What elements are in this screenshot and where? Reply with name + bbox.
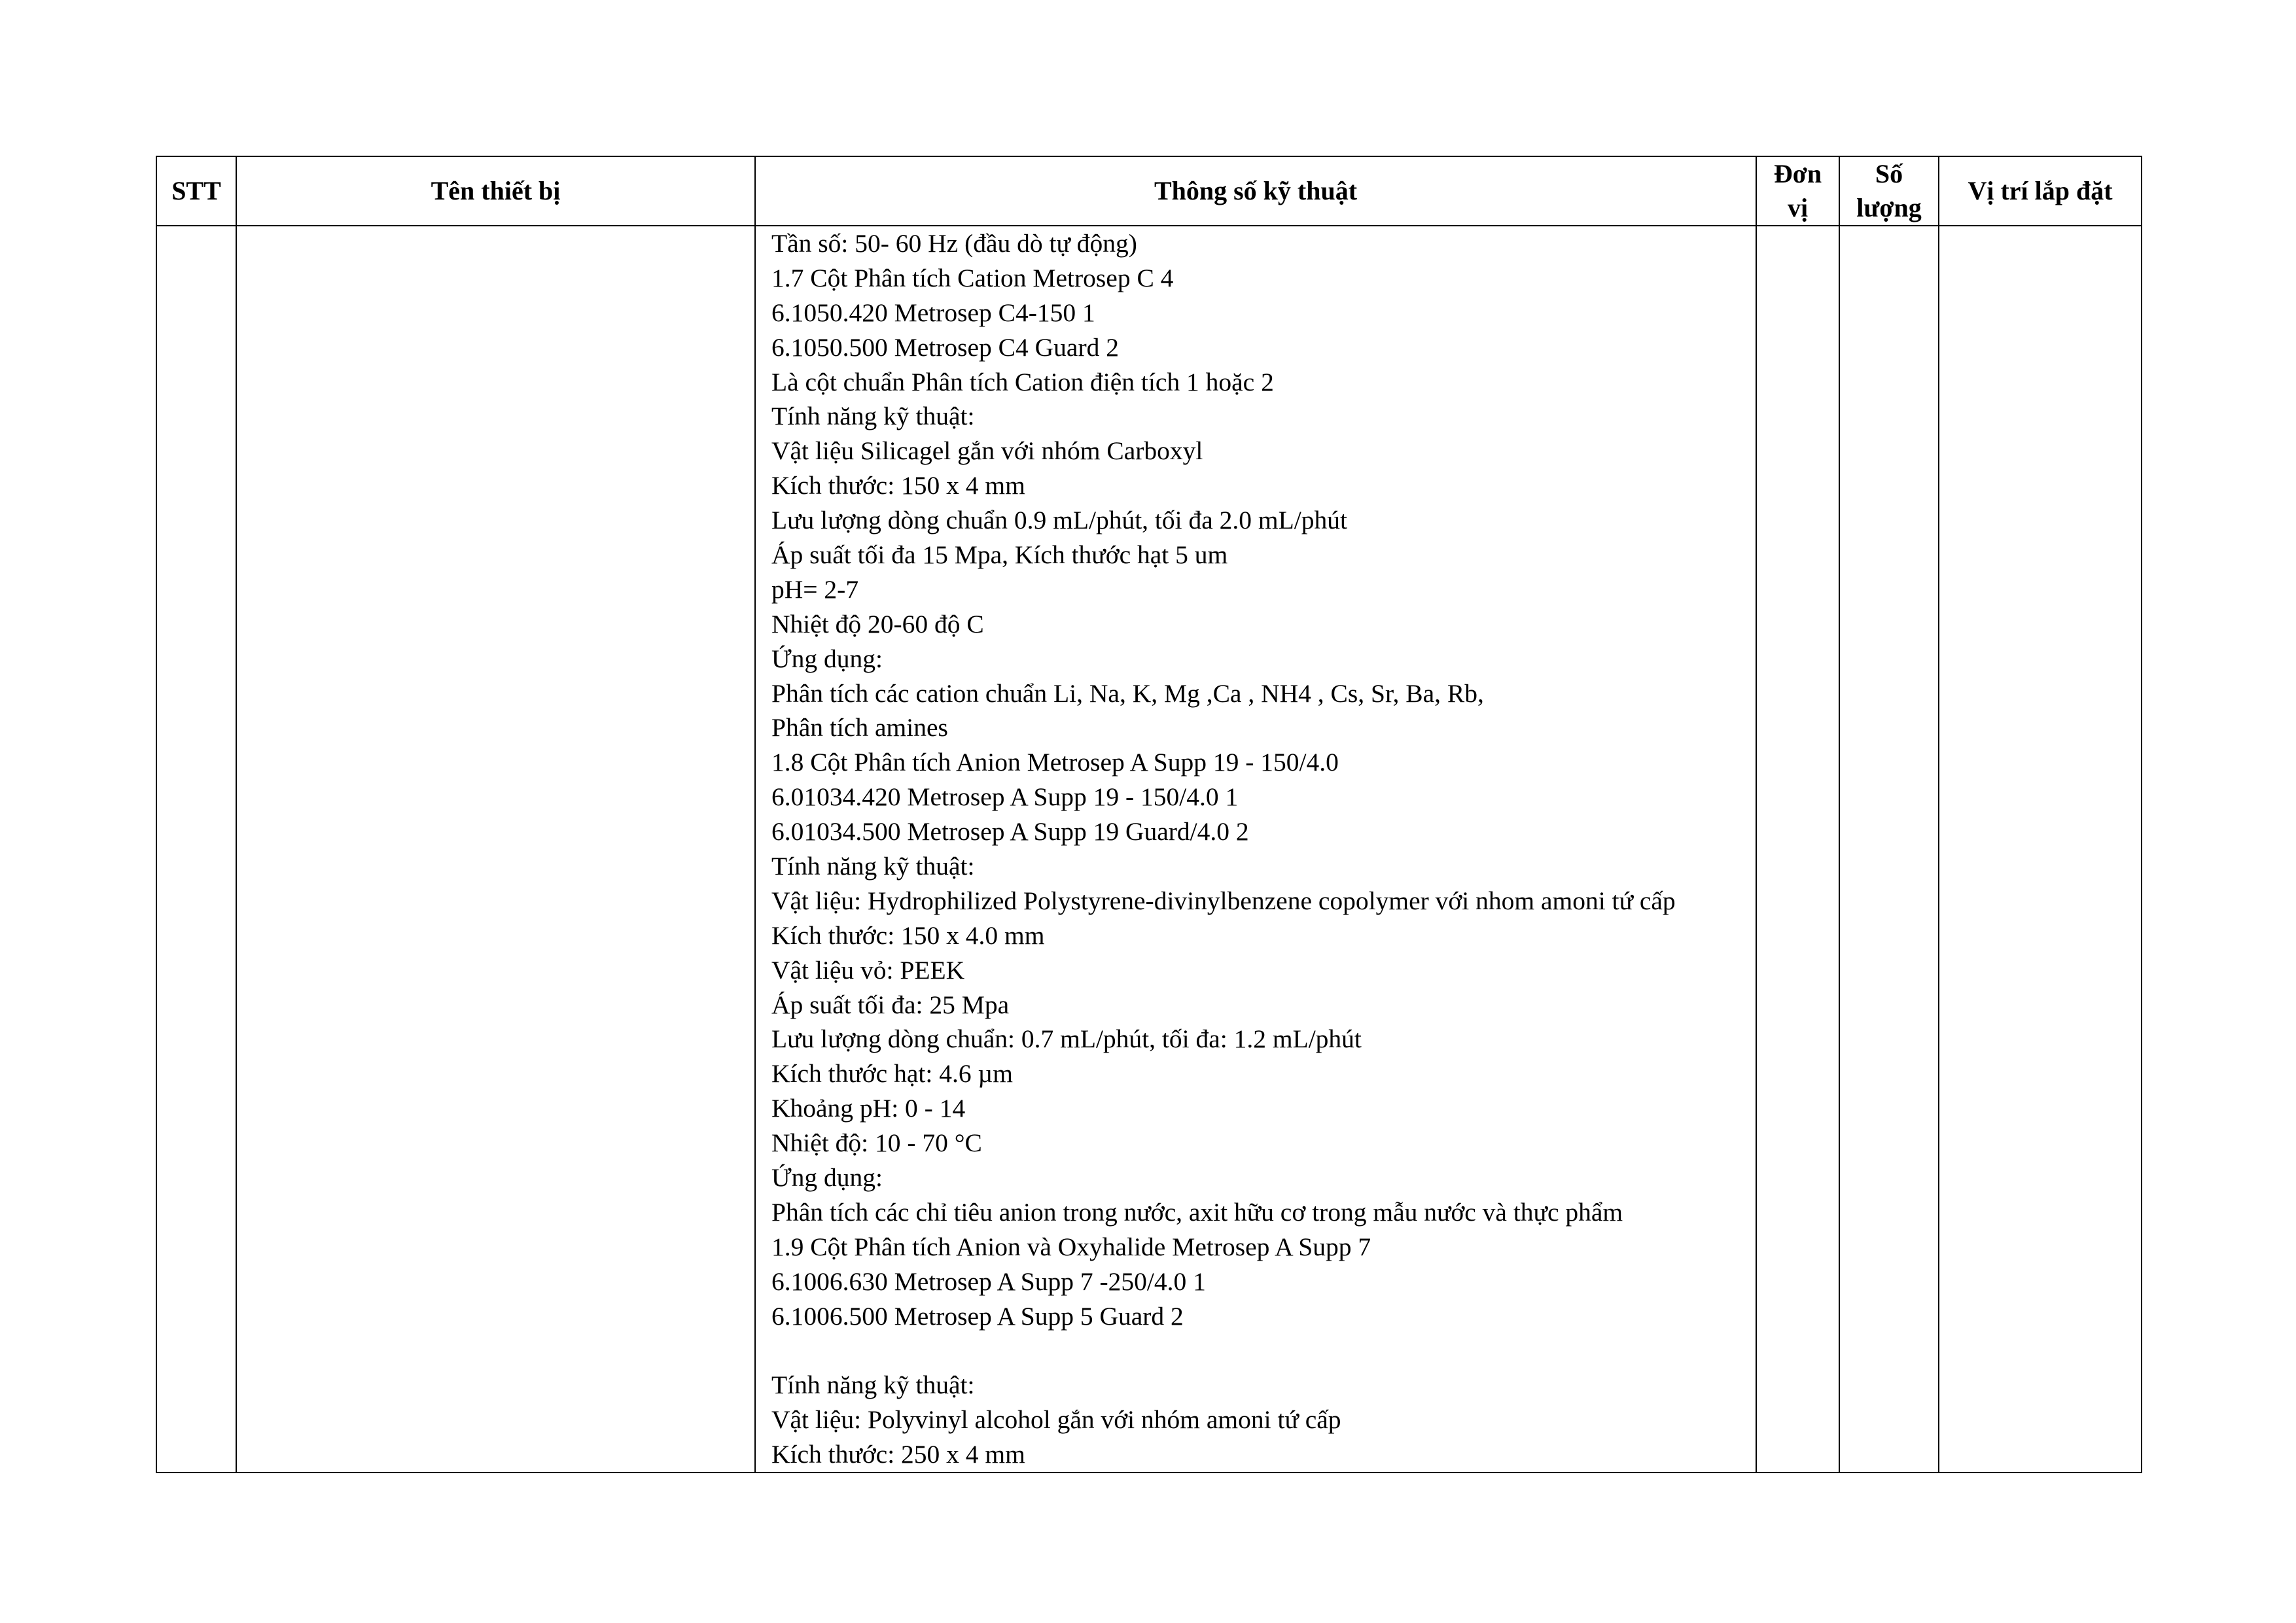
spec-line: Phân tích các chỉ tiêu anion trong nước, axit hữu cơ trong mẫu nước và thực phẩm [771,1197,1623,1227]
table-header-row [156,156,2142,226]
spec-line: 1.8 Cột Phân tích Anion Metrosep A Supp 19 - 150/4.0 [771,748,1339,777]
cell-quantity [1839,226,1939,1473]
spec-line: Là cột chuẩn Phân tích Cation điện tích 1 hoặc 2 [771,367,1274,396]
spec-line: Kích thước hạt: 4.6 µm [771,1059,1013,1089]
header-unit [1756,156,1839,226]
spec-line: Kích thước: 250 x 4 mm [771,1440,1025,1469]
spec-line: Áp suất tối đa: 25 Mpa [771,990,1010,1019]
spec-line: Nhiệt độ: 10 - 70 °C [771,1128,982,1158]
table-row [156,226,2142,1473]
spec-line: Ứng dụng: [771,1163,883,1193]
header-quantity-line1: Số [1875,159,1903,188]
header-install-location: Vị trí lắp đặt [1939,156,2142,226]
spec-line: Tính năng kỹ thuật: [771,1370,975,1400]
spec-line: Vật liệu: Hydrophilized Polystyrene-divinylbenzene copolymer với nhom amoni tứ cấp [771,886,1676,915]
spec-line: 6.1050.500 Metrosep C4 Guard 2 [771,332,1119,362]
spec-line: 6.01034.500 Metrosep A Supp 19 Guard/4.0 2 [771,817,1249,846]
spec-line: Lưu lượng dòng chuẩn 0.9 mL/phút, tối đa 2.0 mL/phút [771,506,1347,535]
spec-line: Vật liệu: Polyvinyl alcohol gắn với nhóm amoni tứ cấp [771,1405,1341,1435]
header-unit-line1: Đơn [1773,159,1822,188]
spec-line: Kích thước: 150 x 4 mm [771,471,1025,500]
spec-line: 6.01034.420 Metrosep A Supp 19 - 150/4.0 1 [771,782,1239,812]
spec-line: 6.1006.500 Metrosep A Supp 5 Guard 2 [771,1301,1184,1331]
spec-line: Nhiệt độ 20-60 độ C [771,609,984,638]
spec-line: Ứng dụng: [771,644,883,673]
spec-line: Vật liệu Silicagel gắn với nhóm Carboxyl [771,436,1203,466]
cell-unit [1756,226,1839,1473]
header-unit-line2: vị [1787,193,1809,222]
spec-line: 1.7 Cột Phân tích Cation Metrosep C 4 [771,263,1174,292]
spec-line: Khoảng pH: 0 - 14 [771,1094,966,1123]
spec-lines-list [771,226,1756,1472]
header-equipment-name: Tên thiết bị [236,156,755,226]
cell-technical-specs [755,226,1756,1473]
spec-line: Phân tích các cation chuẩn Li, Na, K, Mg ,Ca , NH4 , Cs, Sr, Ba, Rb, [771,678,1484,708]
header-quantity [1839,156,1939,226]
spec-line: Phân tích amines [771,713,948,742]
cell-equipment-name [236,226,755,1473]
spec-line: pH= 2-7 [771,574,859,604]
header-technical-specs: Thông số kỹ thuật [755,156,1756,226]
spec-line: Vật liệu vỏ: PEEK [771,955,965,985]
spec-line: Tính năng kỹ thuật: [771,402,975,431]
header-stt: STT [156,156,236,226]
spec-line: Kích thước: 150 x 4.0 mm [771,920,1045,950]
cell-install-location [1939,226,2142,1473]
spec-line: 6.1050.420 Metrosep C4-150 1 [771,298,1095,327]
spec-line: 1.9 Cột Phân tích Anion và Oxyhalide Metrosep A Supp 7 [771,1232,1371,1261]
spec-line: Tần số: 50- 60 Hz (đầu dò tự động) [771,229,1137,258]
spec-line: Áp suất tối đa 15 Mpa, Kích thước hạt 5 um [771,540,1228,570]
equipment-spec-table [156,156,2142,1473]
header-quantity-line2: lượng [1856,193,1922,222]
spec-line: Lưu lượng dòng chuẩn: 0.7 mL/phút, tối đa: 1.2 mL/phút [771,1024,1362,1054]
spec-line: Tính năng kỹ thuật: [771,852,975,881]
spec-line [771,1334,1756,1369]
cell-stt [156,226,236,1473]
spec-line: 6.1006.630 Metrosep A Supp 7 -250/4.0 1 [771,1266,1206,1296]
